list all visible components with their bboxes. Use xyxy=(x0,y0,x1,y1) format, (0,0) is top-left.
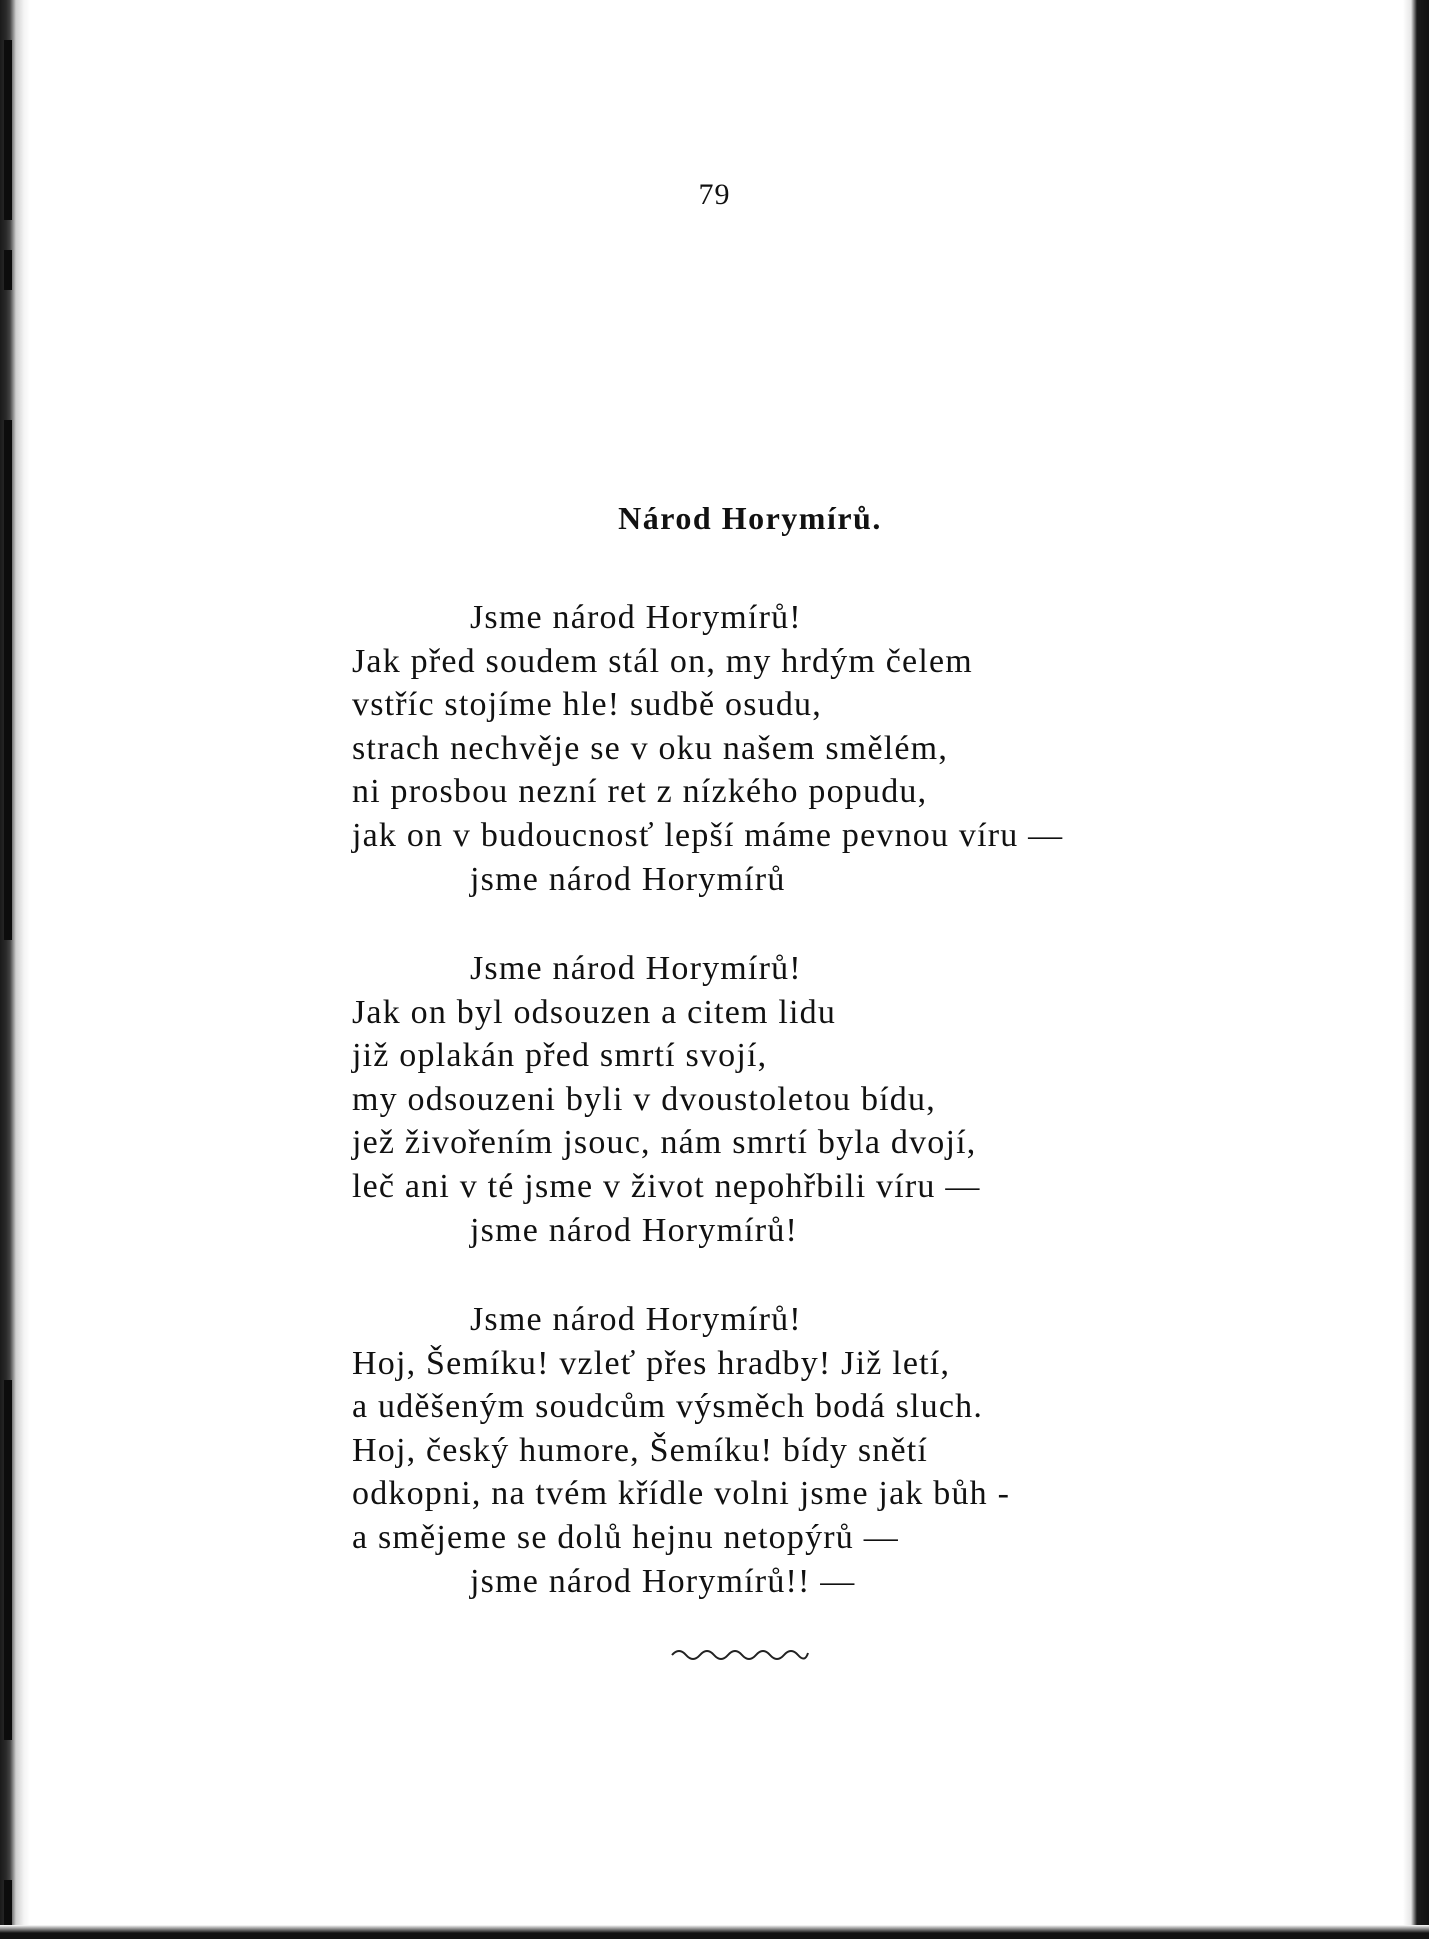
stanza-2 xyxy=(352,947,1352,1252)
poem-line: jak on v budoucnosť lepší máme pevnou víru — xyxy=(352,816,1064,854)
stanza-1 xyxy=(352,596,1352,901)
scan-artifact xyxy=(4,420,12,940)
poem-line: vstříc stojíme hle! sudbě osudu, xyxy=(352,686,822,724)
poem-line: Jsme národ Horymírů! xyxy=(470,1301,802,1338)
page-number: 79 xyxy=(698,178,731,211)
poem-line: strach nechvěje se v oku našem smělém, xyxy=(352,729,949,767)
scan-right-edge xyxy=(1403,0,1429,1939)
poem-line: a smějeme se dolů hejnu netopýrů — xyxy=(352,1518,899,1556)
scan-left-edge xyxy=(0,0,30,1939)
poem-line: Jak před soudem stál on, my hrdým čelem xyxy=(352,642,973,680)
poem-title: Národ Horymírů. xyxy=(618,500,882,536)
poem-line: Hoj, Šemíku! vzleť přes hradby! Již letí, xyxy=(352,1344,951,1382)
poem-line: Jak on byl odsouzen a citem lidu xyxy=(352,993,837,1031)
poem-line: jsme národ Horymírů! xyxy=(470,1211,799,1249)
poem-line: Jsme národ Horymírů! xyxy=(470,950,802,987)
poem-line: odkopni, na tvém křídle volni jsme jak bůh - xyxy=(352,1475,1011,1513)
poem-line: ni prosbou nezní ret z nízkého popudu, xyxy=(352,773,928,811)
scan-bottom-edge xyxy=(0,1925,1429,1939)
poem-line: již oplakán před smrtí svojí, xyxy=(352,1037,768,1075)
poem-line: leč ani v té jsme v život nepohřbili víru — xyxy=(352,1167,981,1205)
poem-line: Jsme národ Horymírů! xyxy=(470,599,802,636)
poem-line: my odsouzeni byli v dvoustoletou bídu, xyxy=(352,1080,936,1118)
scan-artifact xyxy=(4,1380,12,1740)
poem-line: a uděšeným soudcům výsměch bodá sluch. xyxy=(352,1388,984,1426)
poem-line: jsme národ Horymírů xyxy=(470,860,786,898)
wavy-divider-ornament xyxy=(670,1645,810,1665)
poem-line: jež živořením jsouc, nám smrtí byla dvojí, xyxy=(352,1124,977,1162)
poem-line: Hoj, český humore, Šemíku! bídy snětí xyxy=(352,1431,929,1469)
poem-line: jsme národ Horymírů!! — xyxy=(470,1562,856,1600)
scan-artifact xyxy=(4,250,12,290)
stanza-3 xyxy=(352,1298,1352,1603)
